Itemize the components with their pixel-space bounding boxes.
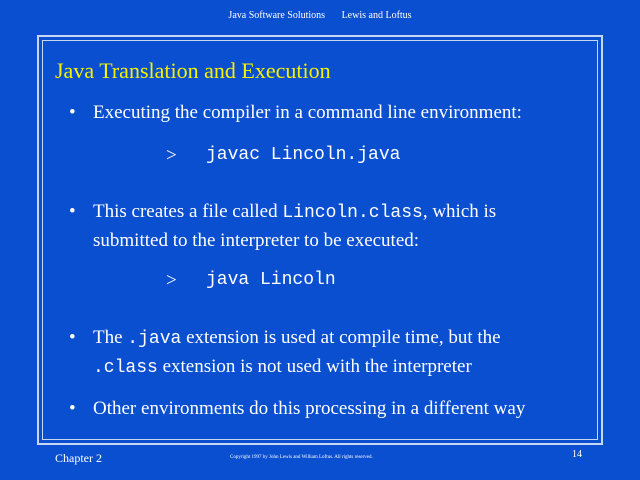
- bullet-dot: •: [69, 102, 76, 123]
- inline-code: .java: [127, 329, 182, 349]
- inline-code: .class: [93, 358, 158, 378]
- chapter-label: Chapter 2: [55, 451, 102, 465]
- command-line: [166, 270, 336, 292]
- command-prompt: >: [166, 145, 177, 166]
- bullet-text: , which is: [422, 201, 497, 222]
- page-number: 14: [572, 449, 582, 460]
- command-code: javac Lincoln.java: [206, 145, 401, 165]
- bullet-dot: •: [69, 398, 76, 419]
- bullet-dot: •: [69, 201, 76, 222]
- bullet-text: extension is used at compile time, but the: [181, 327, 501, 348]
- command-prompt: >: [166, 270, 177, 291]
- bullet-text: This creates a file called: [93, 201, 283, 222]
- bullet-text: Other environments do this processing in a different way: [93, 398, 526, 419]
- bullet-text: The: [93, 327, 128, 348]
- copyright-notice: Copyright 1997 by John Lewis and William Loftus. All rights reserved.: [230, 455, 373, 460]
- inline-code: Lincoln.class: [282, 203, 423, 223]
- book-title: Java Software Solutions: [228, 10, 326, 21]
- slide-title: Java Translation and Execution: [55, 58, 331, 83]
- bullet-text: extension is not used with the interpreter: [157, 356, 472, 377]
- book-authors: Lewis and Loftus: [341, 10, 412, 21]
- bullet-text: submitted to the interpreter to be executed:: [93, 230, 420, 251]
- bullet-dot: •: [69, 327, 76, 348]
- slide-header: [0, 10, 640, 21]
- bullet-text: Executing the compiler in a command line environment:: [93, 102, 522, 123]
- command-code: java Lincoln: [206, 270, 336, 290]
- command-line: [166, 145, 401, 167]
